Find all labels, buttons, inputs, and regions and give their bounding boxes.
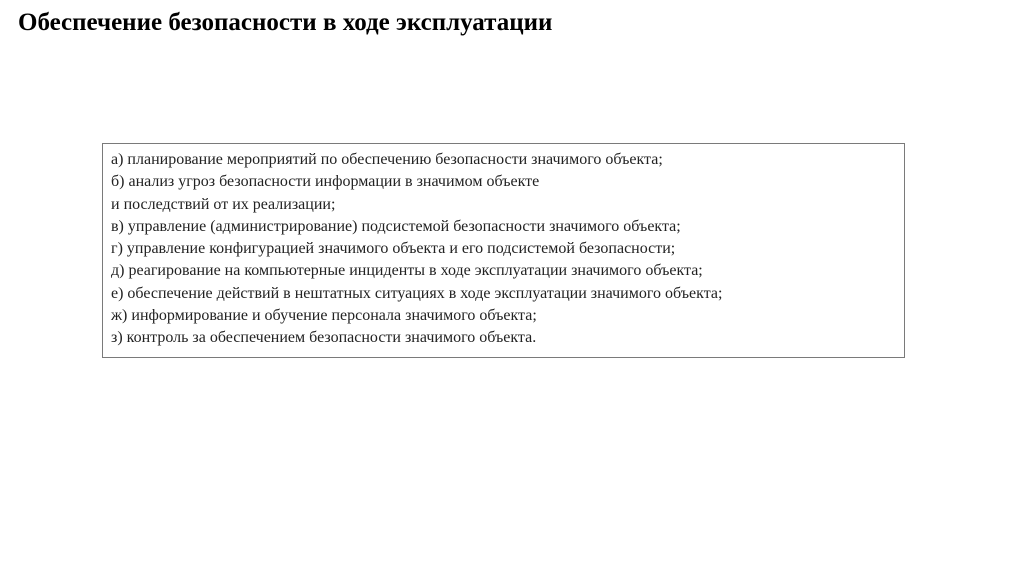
list-item: в) управление (администрирование) подсистемой безопасности значимого объекта; [111, 217, 681, 235]
list-item: ж) информирование и обучение персонала значимого объекта; [111, 307, 537, 325]
slide-title: Обеспечение безопасности в ходе эксплуатации [18, 9, 553, 36]
list-item: а) планирование мероприятий по обеспечению безопасности значимого объекта; [111, 151, 663, 168]
list-item: д) реагирование на компьютерные инциденты в ходе эксплуатации значимого объекта; [111, 262, 703, 280]
measures-list [111, 149, 896, 350]
measures-box [102, 143, 905, 358]
list-item: г) управление конфигурацией значимого объекта и его подсистемой безопасности; [111, 240, 676, 258]
list-item: и последствий от их реализации; [111, 195, 336, 213]
list-item: б) анализ угроз безопасности информации в значимом объекте [111, 173, 540, 191]
list-item: е) обеспечение действий в нештатных ситуациях в ходе эксплуатации значимого объекта; [111, 284, 723, 302]
list-item: з) контроль за обеспечением безопасности значимого объекта. [111, 329, 537, 347]
